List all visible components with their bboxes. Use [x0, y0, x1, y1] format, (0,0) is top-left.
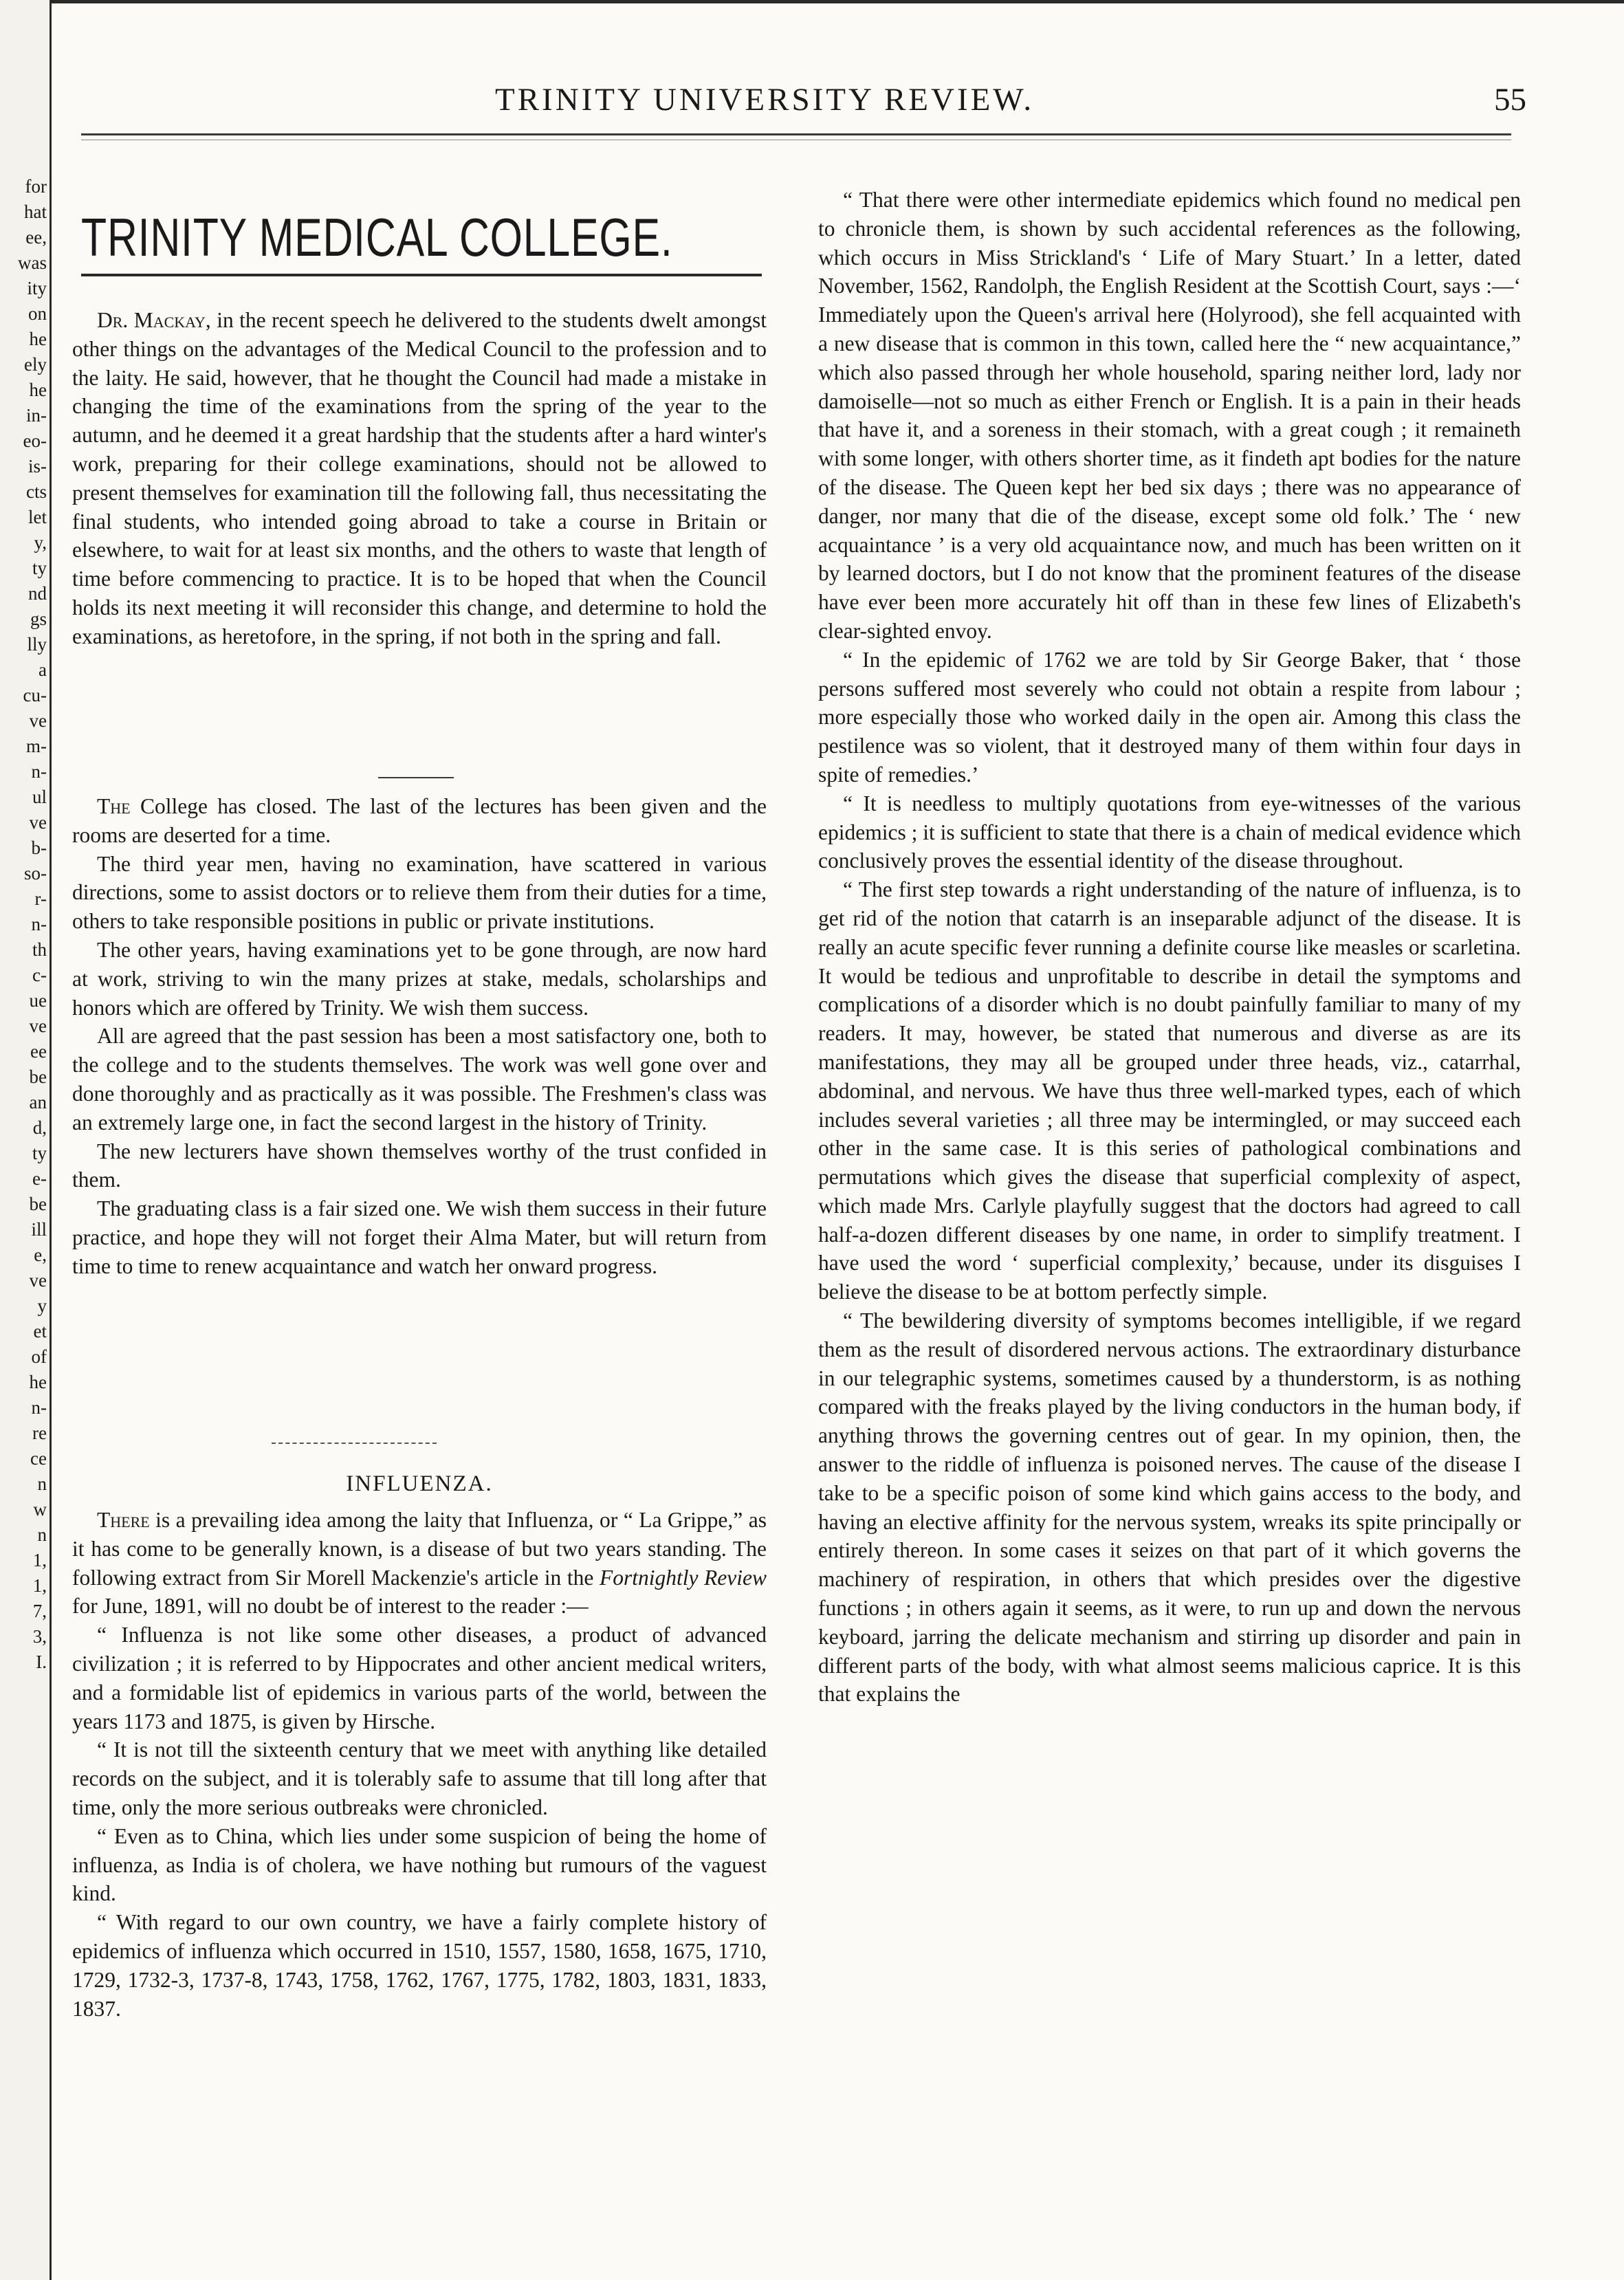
margin-fragment: ty [32, 558, 47, 578]
margin-fragment: n [37, 1524, 47, 1545]
margin-fragment: et [33, 1321, 47, 1341]
margin-fragment: ve [29, 710, 47, 731]
paragraph-text: The third year men, having no examination, have scattered in various directions, some to assist doctors or to relieve them from their duties for a time, others to take responsible positions in public or private institutions. [72, 851, 767, 934]
section-divider [378, 777, 454, 778]
margin-fragment: ely [24, 354, 47, 375]
margin-fragment: th [32, 939, 47, 960]
margin-fragment: cu- [23, 685, 47, 705]
article-title: TRINITY MEDICAL COLLEGE. [81, 207, 673, 267]
paragraph-text: The graduating class is a fair sized one. We wish them success in their future practice, and hope they will not forget their Alma Mater, but will return from time to time to renew acquaintance and watch her onward progress. [72, 1196, 767, 1278]
margin-fragment: he [29, 329, 47, 349]
margin-fragment: b- [31, 837, 47, 858]
margin-fragment: he [29, 1372, 47, 1392]
page-number: 55 [1494, 82, 1526, 118]
margin-fragment: c- [32, 965, 47, 985]
page-top-edge [50, 0, 1624, 3]
margin-fragment: re [32, 1423, 47, 1443]
margin-fragment: n [37, 1473, 47, 1494]
margin-fragment: of [31, 1346, 47, 1367]
margin-fragment: ve [29, 1016, 47, 1036]
running-header [413, 81, 1526, 122]
margin-fragment: 3, [32, 1626, 47, 1647]
quote-paragraph: “ Even as to China, which lies under some suspicion of being the home of influenza, as India is of cholera, we have nothing but rumours of the vaguest kind. [72, 1823, 767, 1906]
paragraph-lead: The [97, 794, 131, 818]
margin-fragment: 1, [32, 1575, 47, 1596]
margin-fragment: a [39, 659, 47, 680]
margin-fragment: for [25, 176, 47, 197]
margin-fragment: is- [28, 456, 47, 476]
article-paragraphs-2 [72, 792, 767, 1281]
margin-fragment: y, [34, 532, 47, 553]
running-title: TRINITY UNIVERSITY REVIEW. [495, 82, 1035, 118]
margin-fragment: nd [28, 583, 47, 604]
margin-fragment: n- [31, 1397, 47, 1418]
adjacent-page-margin [0, 0, 52, 2280]
margin-fragment: n- [31, 914, 47, 934]
paragraph-text: College has closed. The last of the lectures has been given and the rooms are deserted for a time. [72, 794, 767, 847]
margin-fragment: be [29, 1066, 47, 1087]
quote-paragraph: “ It is needless to multiply quotations from eye-witnesses of the various epidemics ; it is sufficient to state that there is a chain of medical evidence which conclusively proves the essential identity of the disease throughout. [818, 791, 1521, 873]
influenza-left-column [72, 1506, 767, 2023]
quote-paragraph: “ With regard to our own country, we have a fairly complete history of epidemics of influenza which occurred in 1510, 1557, 1580, 1658, 1675, 1710, 1729, 1732-3, 1737-8, 1743, 1758, 1762, 1767, 1775, 1782, 1803, 1831, 1833, 1837. [72, 1910, 767, 2021]
quote-paragraph: “ The bewildering diversity of symptoms becomes intelligible, if we regard them as the result of disordered nervous actions. The extraordinary disturbance in our telegraphic systems, sometimes caused by a thunderstorm, is as nothing compared with the freaks played by the living conductors in the human body, if anything throws the governing centres out of gear. In my opinion, then, the answer to the riddle of influenza is poisoned nerves. The cause of the disease I take to be a specific poison of some kind which gains access to the body, and having an elective affinity for the nervous system, wreaks its spite principally or entirely thereon. In some cases it seizes on that part of it which governs the machinery of respiration, in others that which presides over the digestive functions ; in others again it seems, as it were, to run up and down the nervous keyboard, jarring the delicate mechanism and stirring up disorder and pain in different parts of the body, with what almost seems malicious caprice. It is this that explains the [818, 1308, 1521, 1707]
margin-fragment: lly [27, 634, 47, 655]
margin-fragment: ee [30, 1041, 47, 1062]
margin-fragment: in- [26, 405, 47, 426]
margin-fragment: let [28, 507, 47, 527]
margin-fragment: ee, [25, 227, 47, 248]
paragraph-text: The other years, having examinations yet to be gone through, are now hard at work, striving to win the many prizes at stake, medals, scholarships and honors which are offered by Trinity. We wish them success. [72, 937, 767, 1020]
quote-paragraph: “ It is not till the sixteenth century that we meet with anything like detailed records on the subject, and it is tolerably safe to assume that till long after that time, only the more serious outbreaks were chronicled. [72, 1738, 767, 1819]
margin-fragment: ity [27, 278, 47, 298]
margin-fragment: ve [29, 1270, 47, 1291]
margin-fragment: cts [26, 481, 47, 502]
margin-fragment: ve [29, 812, 47, 833]
margin-fragment: ue [29, 990, 47, 1011]
margin-fragment: an [29, 1092, 47, 1112]
margin-fragment: ce [30, 1448, 47, 1469]
quote-paragraph: “ Influenza is not like some other diseases, a product of advanced civilization ; it is referred to by Hippocrates and other ancient medical writers, and a formidable list of epidemics in various parts of the world, between the years 1173 and 1875, is given by Hirsche. [72, 1623, 767, 1733]
margin-fragment: on [28, 303, 47, 324]
influenza-title: INFLUENZA. [346, 1471, 493, 1496]
influenza-right-column [818, 186, 1521, 1709]
margin-fragment: y [37, 1295, 47, 1316]
quote-paragraph: “ In the epidemic of 1762 we are told by Sir George Baker, that ‘ those persons suffered most severely who could not obtain a respite from labour ; more especially those who worked daily in the open air. Among this class the pestilence was so violent, that it destroyed many of them within four days in spite of remedies.’ [818, 647, 1521, 787]
margin-fragment: e, [34, 1245, 47, 1265]
journal-name: Fortnightly Review [599, 1565, 767, 1590]
margin-fragment: m- [26, 736, 47, 756]
margin-fragment: he [29, 380, 47, 400]
margin-fragment: 7, [32, 1601, 47, 1621]
margin-fragment: be [29, 1194, 47, 1214]
paragraph-lead: Dr. Mackay, [97, 308, 211, 332]
article-paragraph-1 [72, 306, 767, 651]
margin-fragment: 1, [32, 1550, 47, 1570]
margin-fragment: eo- [23, 430, 47, 451]
margin-fragment: w [33, 1499, 47, 1520]
paragraph-lead: There [97, 1508, 150, 1532]
margin-fragment: ty [32, 1143, 47, 1163]
margin-fragment: gs [30, 609, 47, 629]
margin-fragment: r- [34, 888, 47, 909]
paragraph-text: in the recent speech he delivered to the students dwelt amongst other things on the advantages of the Medical Council to the profession and to the laity. He said, however, that he thought the Council had made a mistake in changing the time of the examinations from the spring of the year to the autumn, and he deemed it a great hardship that the students after a hard winter's work, preparing for their college examinations, should not be allowed to present themselves for examination till the following fall, thus necessitating the final students, who intended going abroad to take a course in Britain or elsewhere, to wait for at least six months, and the others to waste that length of time before commencing to practice. It is to be hoped that when the Council holds its next meeting it will reconsider this change, and determine to hold the examinations, as heretofore, in the spring, if not both in the spring and fall. [72, 308, 767, 648]
margin-fragment: n- [31, 761, 47, 782]
article-separator [272, 1443, 437, 1444]
quote-paragraph: “ The first step towards a right understanding of the nature of influenza, is to get rid of the notion that catarrh is an inseparable adjunct of the disease. It is really an acute specific fever running a definite course like measles or scarletina. It would be tedious and unprofitable to describe in detail the symptoms and complications of a disorder which is no doubt painfully familiar to many of my readers. It may, however, be stated that numerous and diverse as are its manifestations, they may all be grouped under three heads, viz., catarrhal, abdominal, and nervous. We have thus three well-marked types, each of which includes several varieties ; all three may be intermingled, or may succeed each other in the same case. It is this series of pathological combinations and permutations which gives the disease that superficial complexity of aspect, which made Mrs. Carlyle playfully suggest that the doctors had agreed to call half-a-dozen different diseases by one name, in order to simplify treatment. I have used the word ‘ superficial complexity,’ because, under its disguises I believe the disease to be at bottom perfectly simple. [818, 877, 1521, 1304]
paragraph-text: is a prevailing idea among the laity that Influenza, or “ La Grippe,” as it has come to be generally known, is a disease of but two years standing. The following extract from Sir Morell Mackenzie's article in the [72, 1508, 767, 1590]
header-rule [81, 133, 1511, 135]
paragraph-text: for June, 1891, will no doubt be of interest to the reader :— [72, 1594, 589, 1619]
margin-fragment: I. [36, 1652, 47, 1672]
title-rule [81, 274, 762, 276]
margin-fragment: d, [32, 1117, 47, 1138]
margin-fragment: hat [24, 201, 47, 222]
margin-fragment: ul [32, 787, 47, 807]
margin-fragment: e- [32, 1168, 47, 1189]
margin-fragment: was [18, 252, 47, 273]
margin-fragment: ill [31, 1219, 47, 1240]
paragraph-text: All are agreed that the past session has been a most satisfactory one, both to the college and to the students themselves. The work was well gone over and done thoroughly and as practically as it was possible. The Freshmen's class was an extremely large one, in fact the second largest in the history of Trinity. [72, 1024, 767, 1134]
paragraph-text: The new lecturers have shown themselves worthy of the trust confided in them. [72, 1139, 767, 1192]
quote-paragraph: “ That there were other intermediate epidemics which found no medical pen to chronicle them, is shown by such accidental references as the following, which occurs in Miss Strickland's ‘ Life of Mary Stuart.’ In a letter, dated November, 1562, Randolph, the English Resident at the Scottish Court, says :—‘ Immediately upon the Queen's arrival here (Holyrood), she fell acquainted with a new disease that is common in this town, called here the “ new acquaintance,” which also passed through her whole household, sparing neither lord, lady nor damoiselle—not so much as either French or English. It is a pain in their heads that have it, and a soreness in their stomach, with a great cough ; it remaineth with some longer, with others shorter time, as it findeth apt bodies for the nature of the disease. The Queen kept her bed six days ; there was no appearance of danger, nor many that die of the disease, except some old folk.’ The ‘ new acquaintance ’ is a very old acquaintance now, and much has been written on it by learned doctors, but I do not know that the prominent features of the disease have ever been more accurately hit off than in these few lines of Elizabeth's clear-sighted envoy. [818, 188, 1521, 643]
margin-fragment: so- [24, 863, 47, 884]
